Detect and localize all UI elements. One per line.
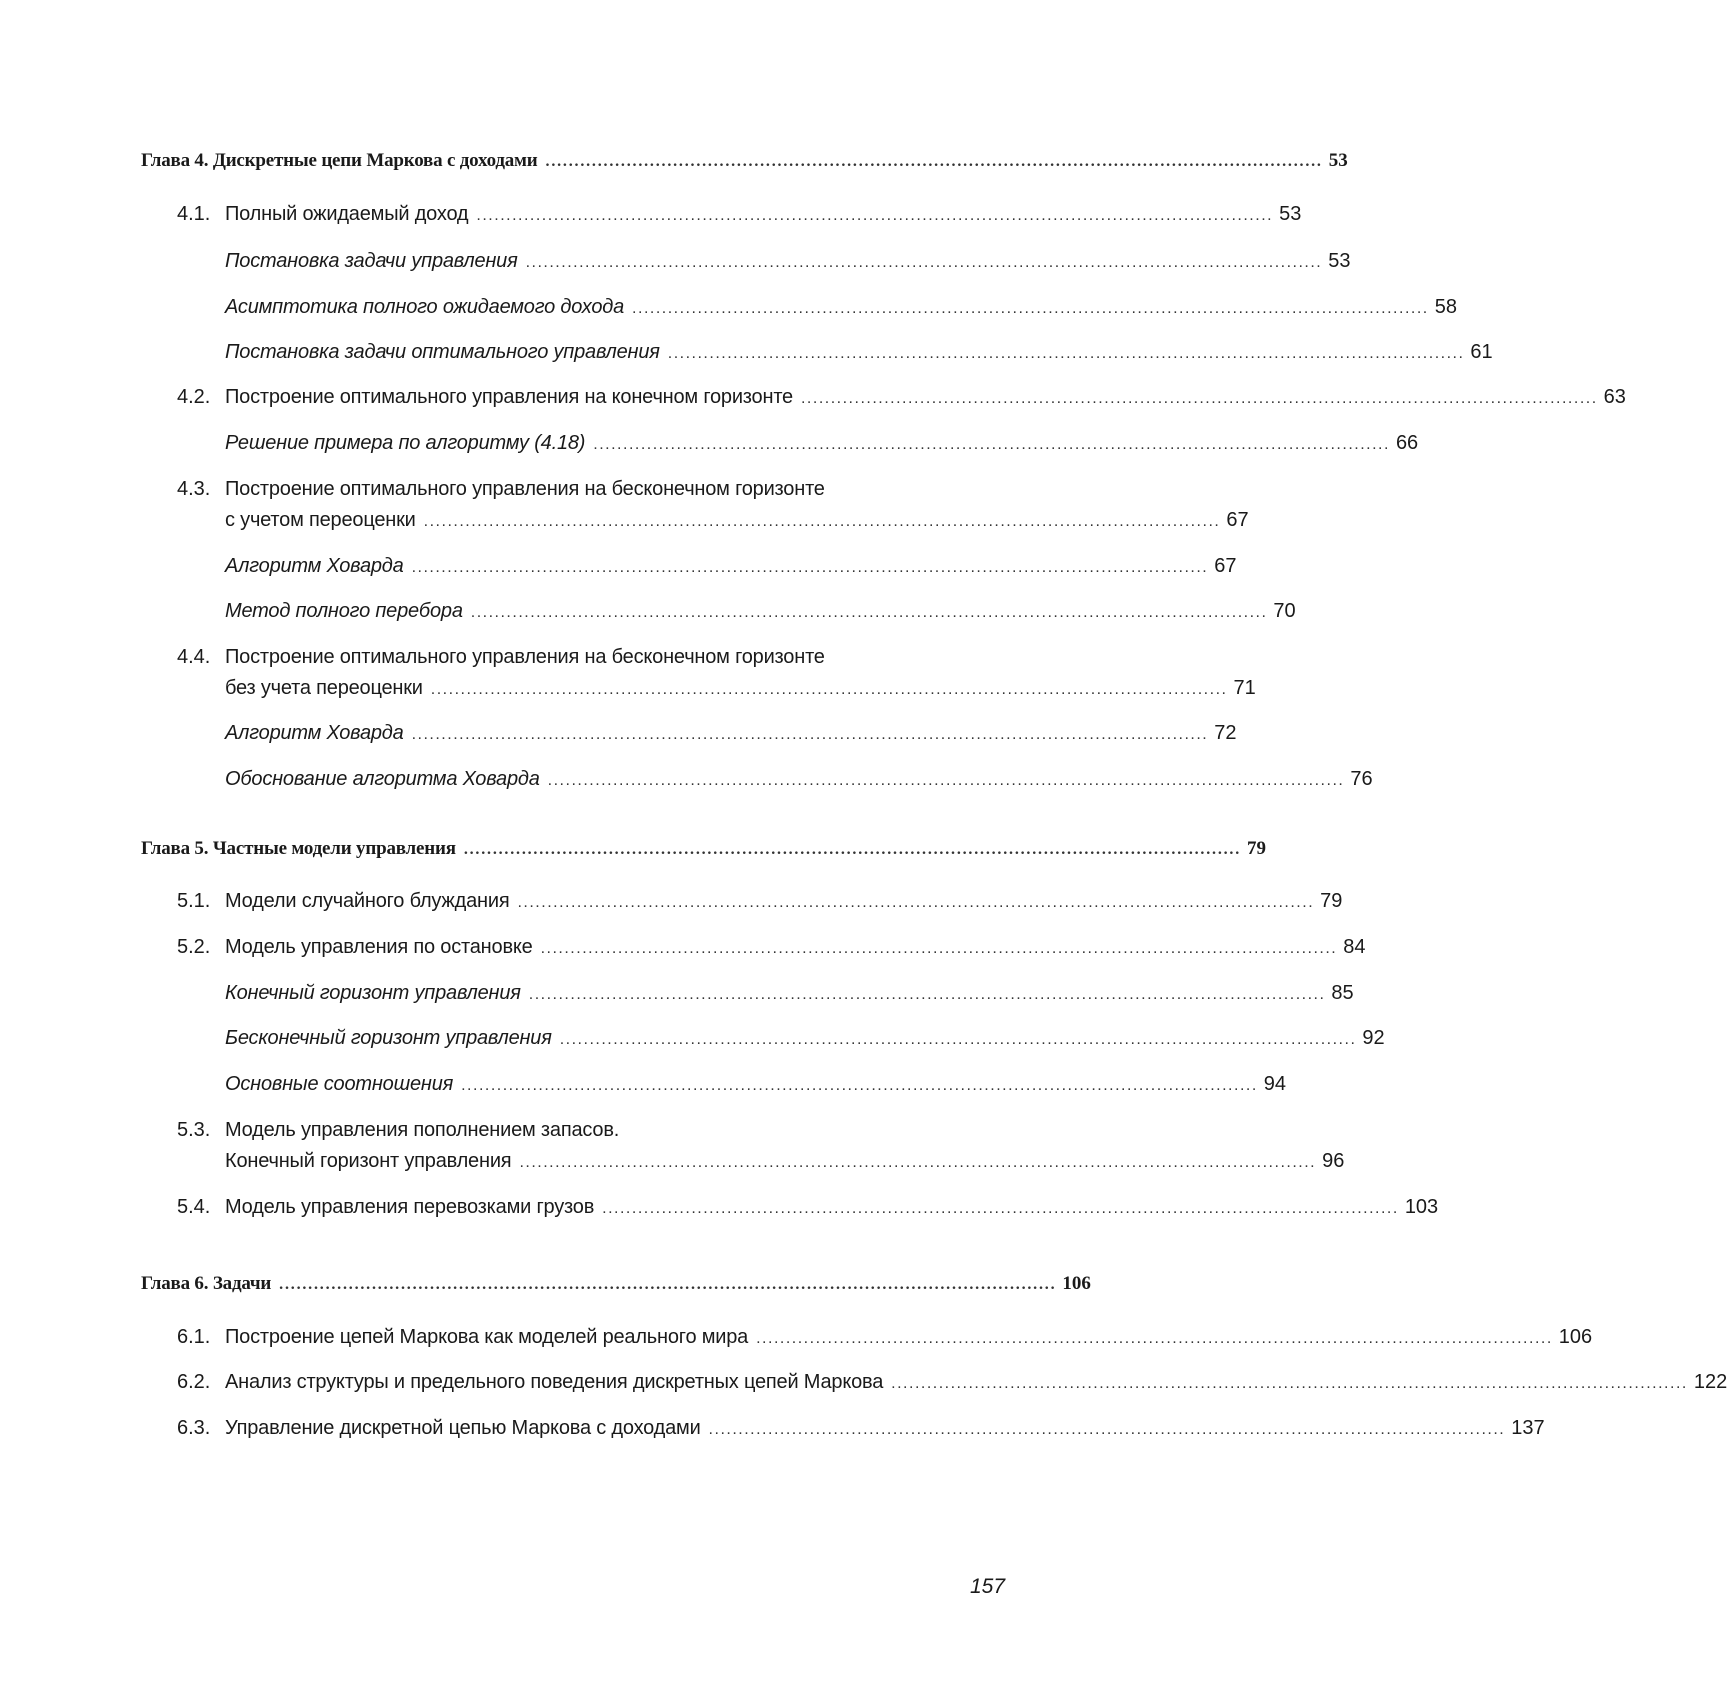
leader-dots: ...................................................................................................................................... — [517, 894, 1315, 911]
section-number: 6.1. — [177, 1326, 211, 1348]
toc-title: Модель управления перевозками грузов — [225, 1196, 595, 1218]
toc-section-second-line[interactable] — [0, 509, 1249, 543]
toc-subsection[interactable] — [0, 250, 1351, 284]
section-number: 6.2. — [177, 1371, 211, 1393]
toc-title: Управление дискретной цепью Маркова с доходами — [225, 1417, 701, 1439]
section-number: 5.2. — [177, 936, 211, 958]
toc-subsection[interactable] — [0, 341, 1493, 375]
toc-title: Модель управления по остановке — [225, 936, 533, 958]
leader-dots: ...................................................................................................................................... — [519, 1154, 1317, 1171]
toc-title: Основные соотношения — [225, 1073, 454, 1095]
toc-page-number: 66 — [1395, 432, 1419, 454]
leader-dots: ...................................................................................................................................... — [756, 1330, 1553, 1347]
toc-page-number: 137 — [1511, 1417, 1545, 1439]
leader-dots: ...................................................................................................................................... — [525, 254, 1323, 271]
leader-dots: ...................................................................................................................................... — [891, 1375, 1688, 1392]
leader-dots: ...................................................................................................................................... — [279, 1276, 1057, 1293]
toc-section[interactable] — [0, 1371, 1727, 1405]
leader-dots: ...................................................................................................................................... — [540, 940, 1338, 957]
leader-dots: ...................................................................................................................................... — [463, 841, 1242, 858]
toc-subsection[interactable] — [0, 1027, 1385, 1061]
leader-dots: ...................................................................................................................................... — [423, 513, 1221, 530]
leader-dots: ...................................................................................................................................... — [800, 390, 1598, 407]
toc-section[interactable] — [0, 386, 1626, 420]
toc-title: Бесконечный горизонт управления — [225, 1027, 552, 1049]
toc-page-number: 67 — [1226, 509, 1249, 531]
toc-subsection[interactable] — [0, 296, 1457, 330]
toc-page-number: 106 — [1558, 1326, 1593, 1348]
toc-subsection[interactable] — [0, 600, 1296, 634]
section-number: 6.3. — [177, 1417, 211, 1439]
section-number: 4.4. — [177, 646, 211, 668]
toc-page-number: 53 — [1279, 203, 1302, 225]
leader-dots: ...................................................................................................................................... — [602, 1200, 1399, 1217]
toc-title: Алгоритм Ховарда — [225, 722, 404, 744]
toc-page-number: 70 — [1273, 600, 1296, 622]
toc-title: Асимптотика полного ожидаемого дохода — [225, 296, 625, 318]
toc-title: Построение цепей Маркова как моделей реального мира — [225, 1326, 749, 1348]
toc-title: Обоснование алгоритма Ховарда — [225, 768, 540, 790]
toc-section[interactable] — [0, 1417, 1545, 1451]
toc-title: Постановка задачи оптимального управления — [225, 341, 660, 363]
leader-dots: ...................................................................................................................................... — [545, 153, 1323, 170]
section-number: 5.4. — [177, 1196, 211, 1218]
leader-dots: ...................................................................................................................................... — [470, 604, 1268, 621]
toc-title: Полный ожидаемый доход — [225, 203, 469, 225]
toc-page-number: 67 — [1214, 555, 1237, 577]
toc-section[interactable] — [0, 203, 1302, 237]
toc-page-number: 96 — [1322, 1150, 1345, 1172]
toc-page-number: 122 — [1693, 1371, 1727, 1393]
toc-title: Модели случайного блуждания — [225, 890, 510, 912]
section-number: 4.3. — [177, 478, 211, 500]
toc-section-second-line[interactable] — [0, 1150, 1345, 1184]
toc-title: Модель управления пополнением запасов. — [225, 1119, 620, 1141]
toc-page-number: 79 — [1320, 890, 1343, 912]
toc-subsection[interactable] — [0, 1073, 1287, 1107]
leader-dots: ...................................................................................................................................... — [559, 1031, 1357, 1048]
toc-title: Постановка задачи управления — [225, 250, 518, 272]
toc-page-number: 92 — [1362, 1027, 1385, 1049]
toc-chapter[interactable] — [0, 838, 1267, 872]
section-number: 5.1. — [177, 890, 211, 912]
toc-title: Глава 6. Задачи — [141, 1273, 272, 1294]
leader-dots: ...................................................................................................................................... — [411, 559, 1209, 576]
toc-subsection[interactable] — [0, 982, 1354, 1016]
section-number: 5.3. — [177, 1119, 211, 1141]
toc-page-number: 53 — [1328, 250, 1351, 272]
leader-dots: ...................................................................................................................................... — [632, 300, 1429, 317]
toc-title: Алгоритм Ховарда — [225, 555, 404, 577]
toc-page-number: 85 — [1331, 982, 1354, 1004]
toc-page-number: 106 — [1062, 1273, 1091, 1294]
toc-section-first-line[interactable] — [0, 478, 1142, 512]
toc-page-number: 71 — [1233, 677, 1256, 699]
toc-title: Решение примера по алгоритму (4.18) — [225, 432, 586, 454]
toc-title: Анализ структуры и предельного поведения дискретных цепей Маркова — [225, 1371, 884, 1393]
leader-dots: ...................................................................................................................................... — [547, 772, 1345, 789]
toc-subsection[interactable] — [0, 768, 1373, 802]
leader-dots: ...................................................................................................................................... — [593, 436, 1390, 453]
leader-dots: ...................................................................................................................................... — [411, 726, 1209, 743]
toc-page-number: 103 — [1404, 1196, 1439, 1218]
toc-chapter[interactable] — [0, 150, 1348, 184]
toc-page-number: 58 — [1434, 296, 1457, 318]
leader-dots: ...................................................................................................................................... — [528, 986, 1326, 1003]
toc-page-number: 84 — [1343, 936, 1366, 958]
toc-page-number: 53 — [1328, 150, 1348, 171]
toc-title: Построение оптимального управления на бесконечном горизонте — [225, 646, 825, 668]
section-number: 4.2. — [177, 386, 211, 408]
toc-section[interactable] — [0, 1326, 1593, 1360]
toc-title-continued: без учета переоценки — [225, 677, 423, 699]
toc-subsection[interactable] — [0, 432, 1419, 466]
toc-section-second-line[interactable] — [0, 677, 1256, 711]
toc-subsection[interactable] — [0, 555, 1237, 589]
leader-dots: ...................................................................................................................................... — [461, 1077, 1258, 1094]
toc-title: Глава 5. Частные модели управления — [141, 838, 456, 859]
toc-section-first-line[interactable] — [0, 1119, 1142, 1153]
page-folio: 157 — [970, 1575, 1006, 1598]
section-number: 4.1. — [177, 203, 211, 225]
toc-section[interactable] — [0, 936, 1366, 970]
toc-chapter[interactable] — [0, 1273, 1142, 1307]
toc-page-number: 72 — [1214, 722, 1237, 744]
toc-page-number: 61 — [1470, 341, 1493, 363]
toc-title-continued: с учетом переоценки — [225, 509, 416, 531]
toc-title: Построение оптимального управления на бесконечном горизонте — [225, 478, 825, 500]
leader-dots: ...................................................................................................................................... — [667, 345, 1465, 362]
toc-page-number: 76 — [1350, 768, 1373, 790]
toc-title: Глава 4. Дискретные цепи Маркова с доходами — [141, 150, 538, 171]
leader-dots: ...................................................................................................................................... — [476, 207, 1274, 224]
leader-dots: ...................................................................................................................................... — [708, 1421, 1506, 1438]
toc-page-number: 63 — [1603, 386, 1626, 408]
toc-title: Метод полного перебора — [225, 600, 463, 622]
toc-section-first-line[interactable] — [0, 646, 1142, 680]
toc-title: Конечный горизонт управления — [225, 982, 521, 1004]
toc-section[interactable] — [0, 1196, 1439, 1230]
toc-page-number: 79 — [1247, 838, 1267, 859]
toc-subsection[interactable] — [0, 722, 1237, 756]
toc-title: Построение оптимального управления на конечном горизонте — [225, 386, 793, 408]
toc-title-continued: Конечный горизонт управления — [225, 1150, 512, 1172]
toc-section[interactable] — [0, 890, 1343, 924]
toc-page-number: 94 — [1263, 1073, 1287, 1095]
leader-dots: ...................................................................................................................................... — [430, 681, 1228, 698]
